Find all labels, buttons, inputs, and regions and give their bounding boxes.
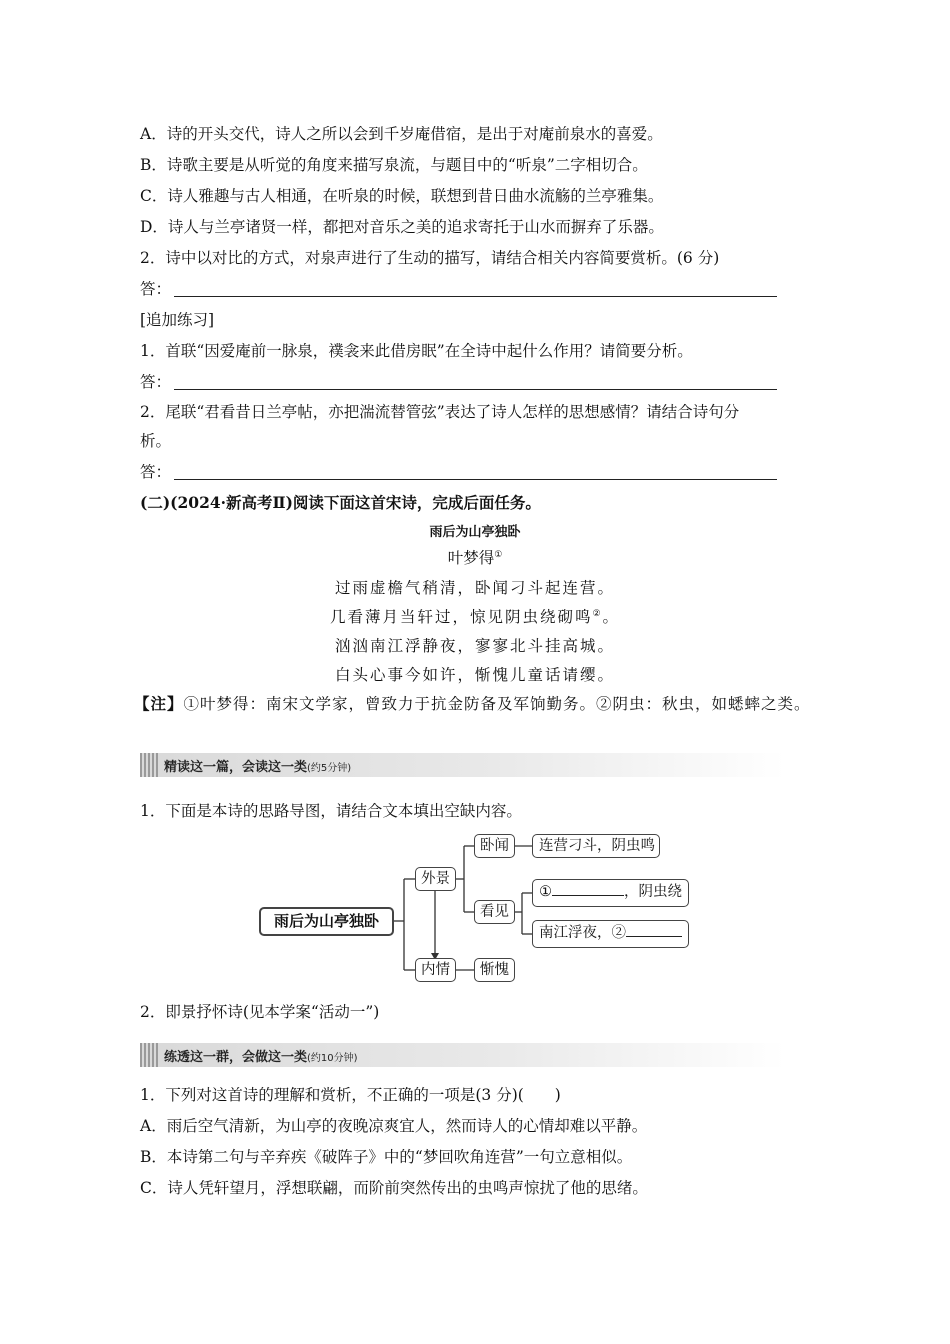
poem-line-2 bbox=[140, 606, 810, 628]
blank-1-prefix: ① bbox=[539, 884, 552, 900]
option-d: D．诗人与兰亭诸贤一样，都把对音乐之美的追求寄托于山水而摒弃了乐器。 bbox=[140, 218, 664, 236]
extra-question-2-line1: 2．尾联“君看昔日兰亭帖，亦把湍流替管弦”表达了诗人怎样的思想感情？请结合诗句分 bbox=[140, 403, 740, 421]
extra-practice-heading: [追加练习] bbox=[140, 311, 215, 329]
mindmap-inner-feeling: 内情 bbox=[415, 958, 456, 982]
question-2: 2．诗中以对比的方式，对泉声进行了生动的描写，请结合相关内容简要赏析。(6 分) bbox=[140, 249, 720, 267]
banner-stripes bbox=[140, 753, 158, 777]
banner-title: 练透这一群，会做这一类(约10分钟) bbox=[164, 1050, 358, 1065]
banner-time: (约10分钟) bbox=[307, 1053, 358, 1064]
poem-line-3: 汹汹南江浮静夜，寥寥北斗挂高城。 bbox=[334, 637, 615, 655]
practice-option-b: B．本诗第二句与辛弃疾《破阵子》中的“梦回吹角连营”一句立意相似。 bbox=[140, 1148, 633, 1166]
mindmap-question: 1．下面是本诗的思路导图，请结合文本填出空缺内容。 bbox=[140, 802, 522, 820]
banner-title: 精读这一篇，会读这一类(约5分钟) bbox=[164, 760, 352, 775]
banner-time: (约5分钟) bbox=[307, 763, 352, 774]
poem-line-4: 白头心事今如许，惭愧儿童话请缨。 bbox=[334, 666, 615, 684]
blank-1[interactable] bbox=[552, 881, 624, 896]
mindmap-see-item-2 bbox=[532, 920, 689, 948]
poem-author bbox=[140, 547, 810, 569]
option-a: A．诗的开头交代，诗人之所以会到千岁庵借宿，是出于对庵前泉水的喜爱。 bbox=[140, 125, 663, 143]
extra-question-2-line2: 析。 bbox=[140, 432, 172, 450]
mindmap-inner-content: 惭愧 bbox=[474, 958, 515, 982]
question-2-reading: 2．即景抒怀诗(见本学案“活动一”) bbox=[140, 1003, 380, 1021]
mindmap-outer-scene: 外景 bbox=[415, 867, 456, 891]
mindmap-see: 看见 bbox=[474, 900, 515, 924]
answer-line[interactable] bbox=[174, 296, 777, 297]
blank-2[interactable] bbox=[626, 922, 682, 937]
blank-2-prefix: 南江浮夜，② bbox=[539, 925, 626, 941]
mindmap-hear-content: 连营刁斗，阴虫鸣 bbox=[532, 834, 660, 858]
blank-1-suffix: ，阴虫绕 bbox=[624, 884, 682, 900]
author-footnote-mark: ① bbox=[494, 549, 503, 560]
answer-line[interactable] bbox=[174, 389, 777, 390]
option-b: B．诗歌主要是从听觉的角度来描写泉流，与题目中的“听泉”二字相切合。 bbox=[140, 156, 648, 174]
section-banner-practice bbox=[140, 1043, 785, 1067]
section-banner-intensive-reading bbox=[140, 753, 785, 777]
poem-line-2-end: 。 bbox=[602, 608, 621, 626]
answer-label: 答： bbox=[140, 280, 172, 298]
annotation bbox=[134, 693, 811, 715]
answer-label: 答： bbox=[140, 373, 172, 391]
author-name: 叶梦得 bbox=[447, 549, 495, 567]
poem-line-2-text: 几看薄月当轩过，惊见阴虫绕砌鸣 bbox=[329, 608, 593, 626]
answer-label: 答： bbox=[140, 463, 172, 481]
extra-question-1: 1．首联“因爱庵前一脉泉，襆衾来此借房眠”在全诗中起什么作用？请简要分析。 bbox=[140, 342, 693, 360]
poem-line-1: 过雨虚檐气稍清，卧闻刁斗起连营。 bbox=[334, 579, 615, 597]
section-2-intro: (二)(2024·新高考Ⅱ)阅读下面这首宋诗，完成后面任务。 bbox=[140, 493, 541, 512]
annotation-label: 【注】 bbox=[134, 694, 184, 713]
practice-option-c: C．诗人凭轩望月，浮想联翩，而阶前突然传出的虫鸣声惊扰了他的思绪。 bbox=[140, 1179, 648, 1197]
answer-line[interactable] bbox=[174, 479, 777, 480]
mindmap-see-item-1 bbox=[532, 879, 689, 907]
mindmap-root: 雨后为山亭独卧 bbox=[259, 907, 394, 936]
line-footnote-mark: ② bbox=[592, 608, 603, 619]
banner-stripes bbox=[140, 1043, 158, 1067]
mindmap-hear: 卧闻 bbox=[474, 834, 515, 858]
practice-question-1: 1．下列对这首诗的理解和赏析，不正确的一项是(3 分)( ) bbox=[140, 1086, 561, 1104]
option-c: C．诗人雅趣与古人相通，在听泉的时候，联想到昔日曲水流觞的兰亭雅集。 bbox=[140, 187, 664, 205]
practice-option-a: A．雨后空气清新，为山亭的夜晚凉爽宜人，然而诗人的心情却难以平静。 bbox=[140, 1117, 648, 1135]
poem-title: 雨后为山亭独卧 bbox=[429, 525, 521, 540]
annotation-text: ①叶梦得：南宋文学家，曾致力于抗金防备及军饷勤务。②阴虫：秋虫，如蟋蟀之类。 bbox=[183, 695, 811, 713]
